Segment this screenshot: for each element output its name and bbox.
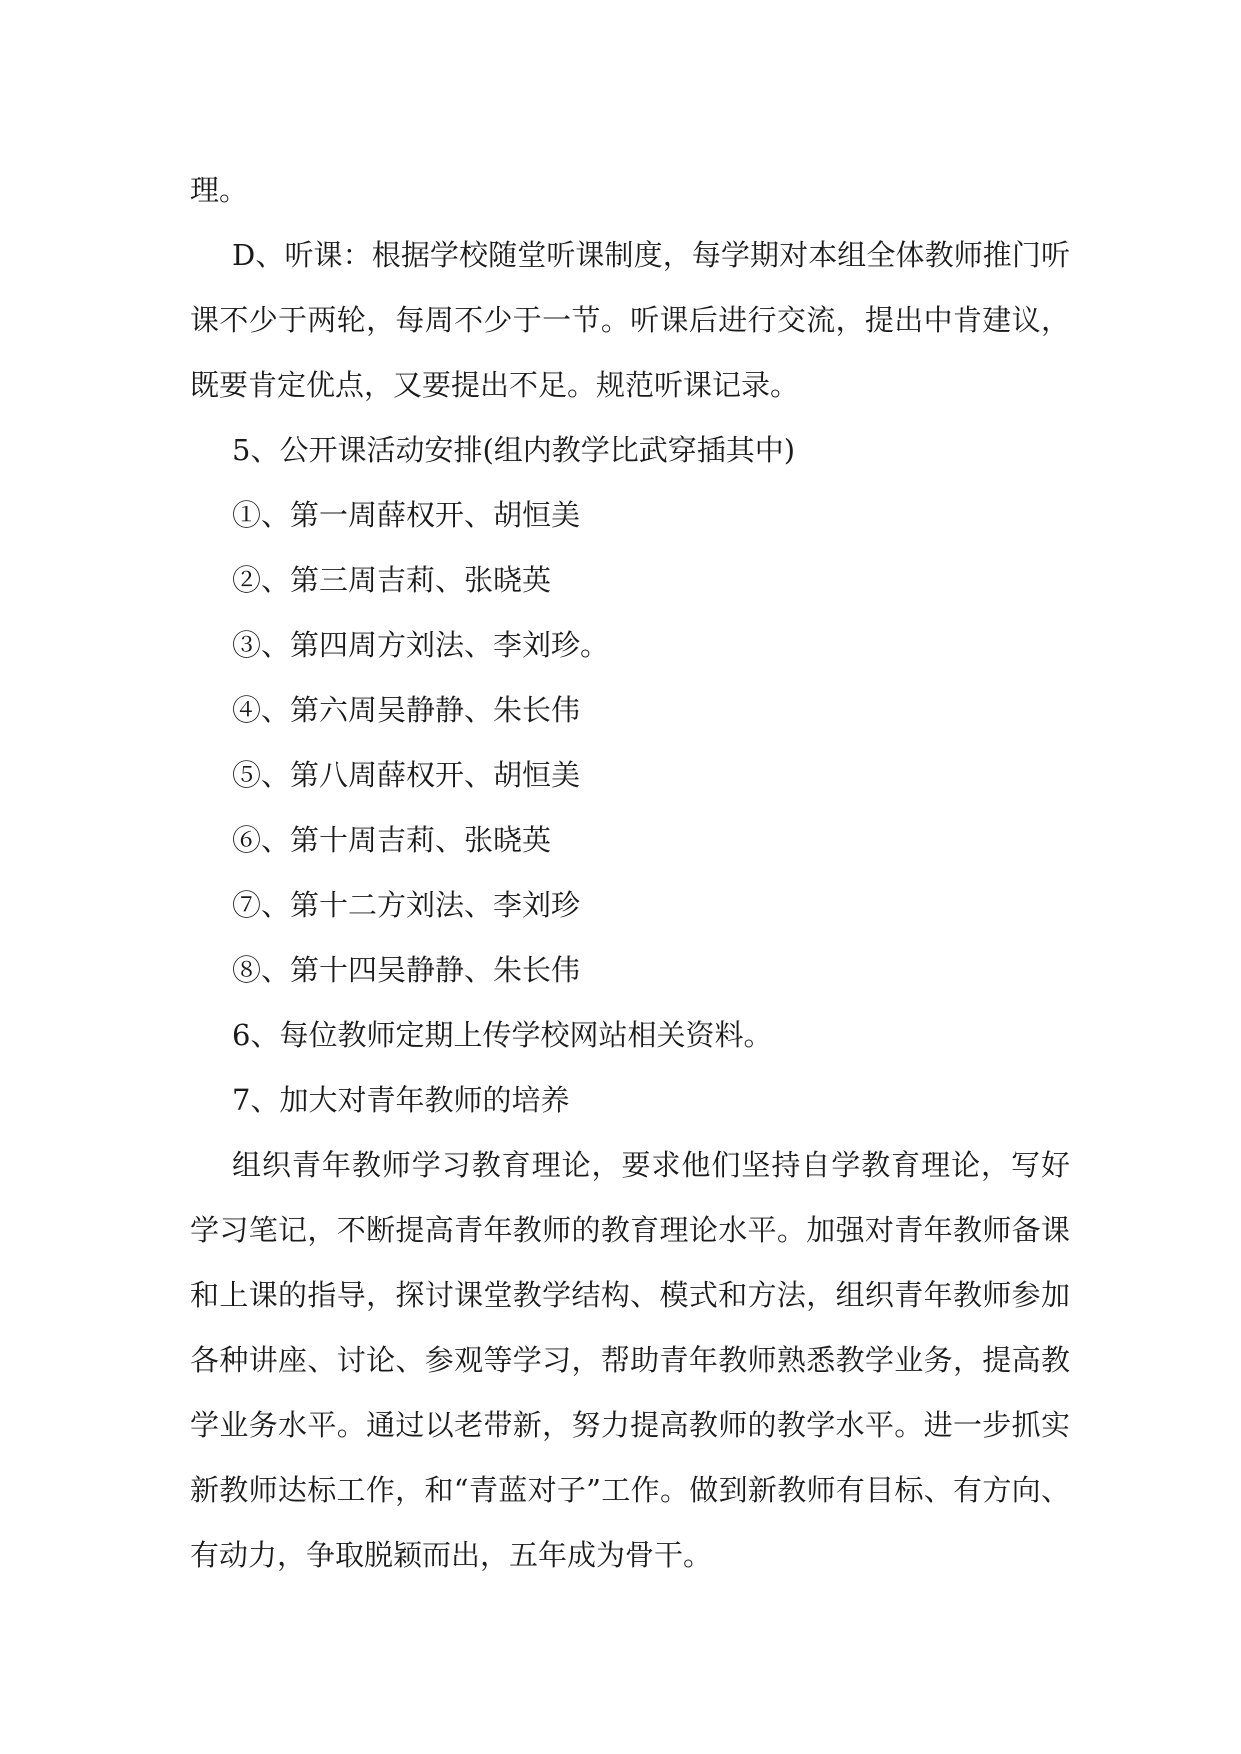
schedule-item-5: ⑤、第八周薛权开、胡恒美 — [232, 758, 581, 792]
schedule-item-7: ⑦、第十二方刘法、李刘珍 — [232, 888, 581, 922]
schedule-item-3: ③、第四周方刘法、李刘珍。 — [232, 628, 610, 662]
schedule-item-6: ⑥、第十周吉莉、张晓英 — [232, 823, 552, 857]
schedule-item-8: ⑧、第十四吴静静、朱长伟 — [232, 953, 581, 987]
schedule-item-4: ④、第六周吴静静、朱长伟 — [232, 693, 581, 727]
schedule-item-1: ①、第一周薛权开、胡恒美 — [232, 498, 581, 532]
paragraph-listening-class: D、听课：根据学校随堂听课制度，每学期对本组全体教师推门听课不少于两轮，每周不少于一节。听课后进行交流，提出中肯建议，既要肯定优点，又要提出不足。规范听课记录。 — [190, 238, 1070, 402]
paragraph-continuation: 理。 — [190, 173, 249, 207]
schedule-item-2: ②、第三周吉莉、张晓英 — [232, 563, 552, 597]
paragraph-young-teacher-heading: 7、加大对青年教师的培养 — [232, 1083, 570, 1117]
paragraph-young-teacher-training: 组织青年教师学习教育理论，要求他们坚持自学教育理论，写好学习笔记，不断提高青年教师的教育理论水平。加强对青年教师备课和上课的指导，探讨课堂教学结构、模式和方法，组织青年教师参加各种讲座、讨论、参观等学习，帮助青年教师熟悉教学业务，提高教学业务水平。通过以老带新，努力提高教师的教学水平。进一步抓实新教师达标工作，和“青蓝对子”工作。做到新教师有目标、有方向、有动力，争取脱颖而出，五年成为骨干。 — [190, 1148, 1070, 1572]
paragraph-open-class-heading: 5、公开课活动安排(组内教学比武穿插其中) — [232, 433, 796, 467]
document-body — [190, 158, 1070, 1588]
paragraph-upload-materials: 6、每位教师定期上传学校网站相关资料。 — [232, 1018, 773, 1052]
